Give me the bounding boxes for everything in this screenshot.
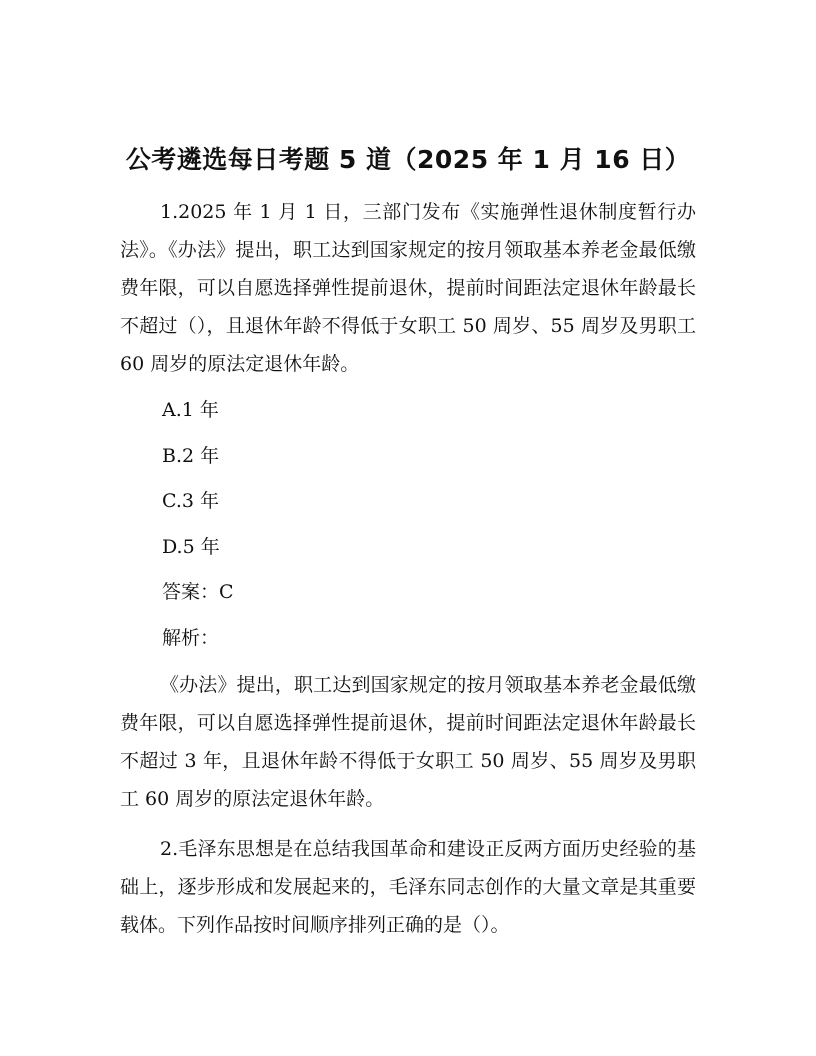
question-1-answer: 答案：C — [162, 581, 234, 603]
question-1-option-d: D.5 年 — [162, 535, 220, 558]
document-body — [120, 193, 696, 944]
question-2-stem: 2.毛泽东思想是在总结我国革命和建设正反两方面历史经验的基础上，逐步形成和发展起来的，毛泽东同志创作的大量文章是其重要载体。下列作品按时间顺序排列正确的是（）。 — [120, 838, 696, 936]
question-1-option-b: B.2 年 — [162, 444, 220, 467]
question-1-stem: 1.2025 年 1 月 1 日，三部门发布《实施弹性退休制度暂行办法》。《办法》提出，职工达到国家规定的按月领取基本养老金最低缴费年限，可以自愿选择弹性提前退休，提前时间距法定退休年龄最长不超过（），且退休年龄不得低于女职工 50 周岁、55 周岁及男职工 60 周岁的原法定退休年龄。 — [120, 201, 696, 375]
question-1-analysis-label: 解析： — [162, 626, 220, 649]
question-1-analysis: 《办法》提出，职工达到国家规定的按月领取基本养老金最低缴费年限，可以自愿选择弹性提前退休，提前时间距法定退休年龄最长不超过 3 年，且退休年龄不得低于女职工 50 周岁、55 周岁及男职工 60 周岁的原法定退休年龄。 — [120, 674, 696, 810]
document-title: 公考遴选每日考题 5 道（2025 年 1 月 16 日） — [125, 145, 691, 174]
question-1-option-c: C.3 年 — [162, 490, 220, 512]
question-1-option-a: A.1 年 — [162, 399, 219, 421]
